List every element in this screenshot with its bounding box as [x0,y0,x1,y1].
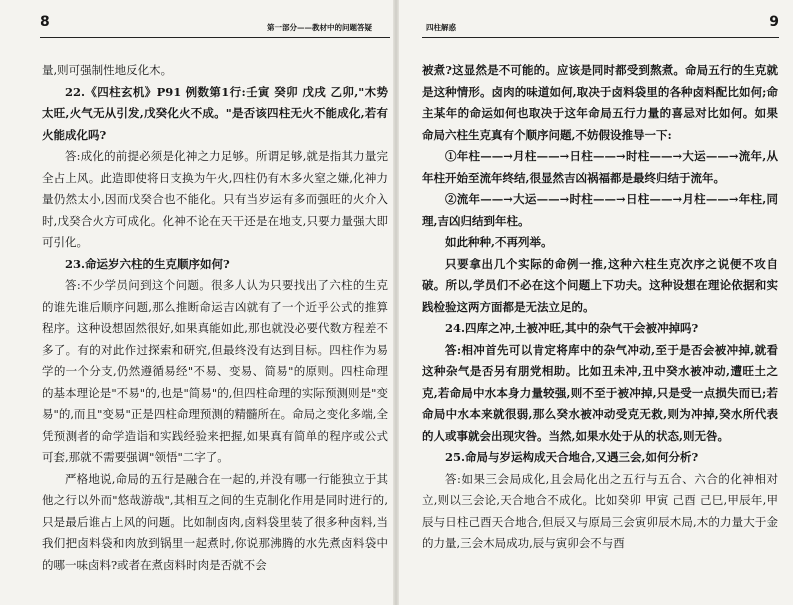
paragraph: 严格地说,命局的五行是融合在一起的,并没有哪一行能独立于其他之行以外而"悠哉游哉",其相互之间的生克制化作用是同时进行的,只是最后谁占上风的问题。比如制卤肉,卤料袋里装了很多种卤料,当我们把卤料袋和肉放到锅里一起煮时,你说那沸腾的水先煮卤料袋中的哪一味卤料?或者在煮卤料时肉是否就不会 [42,471,388,572]
paragraph: ②流年——→大运——→时柱——→日柱——→月柱——→年柱,同理,吉凶归结到年柱。 [422,192,778,228]
page-number: 8 [40,14,50,30]
paragraph: 只要拿出几个实际的命例一推,这种六柱生克次序之说便不攻自破。所以,学员们不必在这个问题上下功夫。这种设想在理论依据和实践检验这两方面都是无法立足的。 [422,256,778,314]
paragraph: 答:成化的前提必须是化神之力足够。所谓足够,就是指其力量完全占上风。此造即使将日支换为午火,四柱仍有木多火窒之嫌,化神力量仍然太小,因而戊癸合也不能化。只有当岁运有多而强旺的火介入时,戊癸合火方可成化。化神不论在天干还是在地支,只要力量强大即可引化。 [42,149,388,249]
left-page [0,0,396,605]
question-heading: 23.命运岁六柱的生克顺序如何? [65,256,230,271]
paragraph: 答:不少学员问到这个问题。很多人认为只要找出了六柱的生克的谁先谁后顺序问题,那么推断命运吉凶就有了一个近乎公式的推算程序。这种设想固然很好,如果真能如此,那也就没必要代数方程差不多了。有的对此作过探索和研究,但最终没有达到目标。四柱作为易学的一个分支,仍然遵循易经"不易、变易、简易"的原则。四柱命理的基本理论是"不易"的,也是"简易"的,但四柱命理的实际预测则是"变易"的,而且"变易"正是四柱命理预测的精髓所在。命局之变化多端,全凭预测者的命学造诣和实践经验来把握,如果真有简单的程序或公式可套,那就不需要强调"领悟"二字了。 [42,278,388,464]
body-text [422,60,778,555]
running-head: 四柱解惑 [426,23,456,32]
question-heading: 24.四库之冲,土被冲旺,其中的杂气干会被冲掉吗? [445,321,699,335]
page-header [422,16,779,38]
page-header [40,16,390,38]
paragraph: 答:如果三会局成化,且会局化出之五行与五合、六合的化神相对立,则以三会论,天合地合不成化。比如癸卯 甲寅 己酉 己巳,甲辰年,甲辰与日柱己酉天合地合,但辰又与原局三会寅卯辰木局,木的力量大于金的力量,三会木局成功,辰与寅卯会不与酉 [422,471,778,550]
paragraph: ①年柱——→月柱——→日柱——→时柱——→大运——→流年,从年柱开始至流年终结,很显然吉凶祸福都是最终归结于流年。 [422,149,778,185]
paragraph: 量,则可强制性地反化木。 [42,63,173,77]
question-heading: 25.命局与岁运构成天合地合,又遇三会,如何分析? [445,450,699,464]
running-head: 第一部分——教材中的问题答疑 [267,23,372,32]
paragraph: 答:相冲首先可以肯定将库中的杂气冲动,至于是否会被冲掉,就看这种杂气是否另有朋党相助。比如丑未冲,丑中癸水被冲动,遭旺土之克,若命局中水本身力量较强,则不至于被冲掉,只是受一点损失而已;若命局中水本来就很弱,那么癸水被冲动受克无救,则为冲掉,癸水所代表的人或事就会出现灾咎。当然,如果水处于从的状态,则无咎。 [422,342,778,443]
header-rule [40,37,390,38]
body-text [42,60,388,576]
right-page [396,0,793,605]
paragraph: 如此种种,不再列举。 [445,235,553,249]
question-heading: 22.《四柱玄机》P91 例数第1行:壬寅 癸卯 戊戌 乙卯,"木势太旺,火气无从引发,戊癸化火不成。"是否该四柱无火不能成化,若有火能成化吗? [42,84,388,142]
header-rule [422,37,779,38]
page-number: 9 [769,14,779,30]
paragraph: 被煮?这显然是不可能的。应该是同时都受到熬煮。命局五行的生克就是这种情形。卤肉的味道如何,取决于卤料袋里的各种卤料配比如何;命主某年的命运如何也取决于这年命局五行力量的喜忌对比如何。如果命局六柱生克真有个顺序问题,不妨假设推导一下: [422,63,778,142]
